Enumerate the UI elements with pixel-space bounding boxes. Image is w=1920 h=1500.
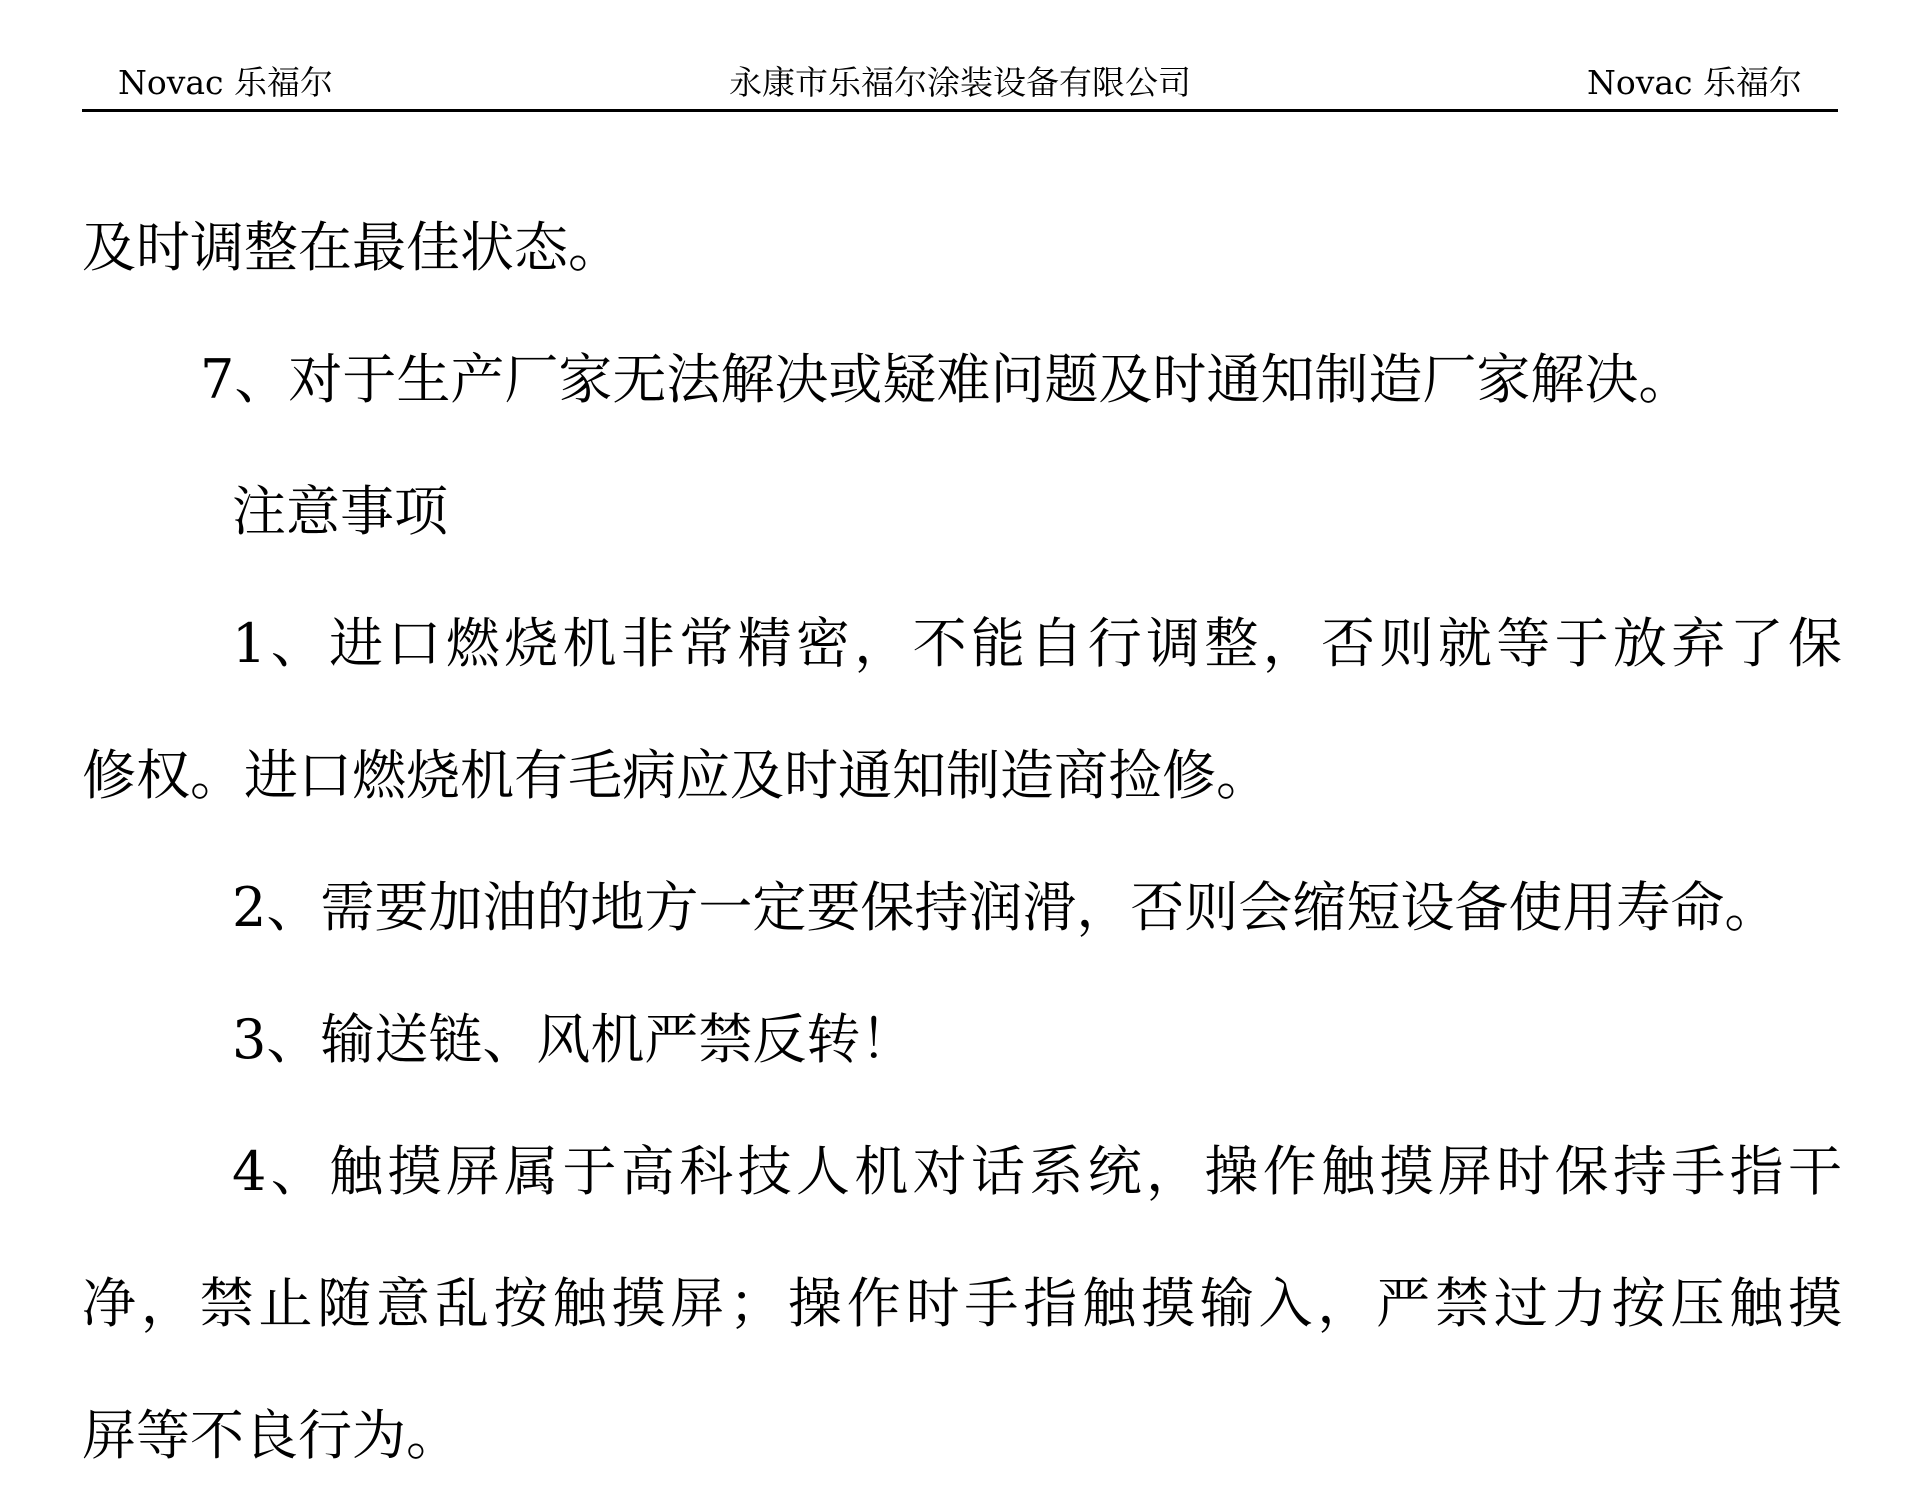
- page-header: [82, 58, 1838, 108]
- note-item-1-continued: 修权。进口燃烧机有毛病应及时通知制造商捡修。: [82, 744, 1270, 807]
- paragraph-item-7: 7、对于生产厂家无法解决或疑难问题及时通知制造厂家解决。: [200, 348, 1693, 411]
- paragraph-line: 及时调整在最佳状态。: [82, 216, 622, 279]
- note-item-4-end: 屏等不良行为。: [82, 1404, 460, 1467]
- header-company-name: 永康市乐福尔涂装设备有限公司: [729, 63, 1191, 102]
- header-divider: [82, 109, 1838, 112]
- note-item-1: 1、进口燃烧机非常精密，不能自行调整，否则就等于放弃了保: [232, 612, 1842, 675]
- note-item-4: 4、触摸屏属于高科技人机对话系统，操作触摸屏时保持手指干: [232, 1140, 1842, 1203]
- note-item-2: 2、需要加油的地方一定要保持润滑，否则会缩短设备使用寿命。: [232, 876, 1779, 939]
- notes-title: 注意事项: [232, 480, 448, 543]
- header-right-brand: Novac 乐福尔: [1586, 63, 1802, 102]
- note-item-4-continued: 净，禁止随意乱按触摸屏；操作时手指触摸输入，严禁过力按压触摸: [82, 1272, 1842, 1335]
- note-item-3: 3、输送链、风机严禁反转！: [232, 1008, 915, 1071]
- header-left-brand: Novac 乐福尔: [118, 63, 334, 102]
